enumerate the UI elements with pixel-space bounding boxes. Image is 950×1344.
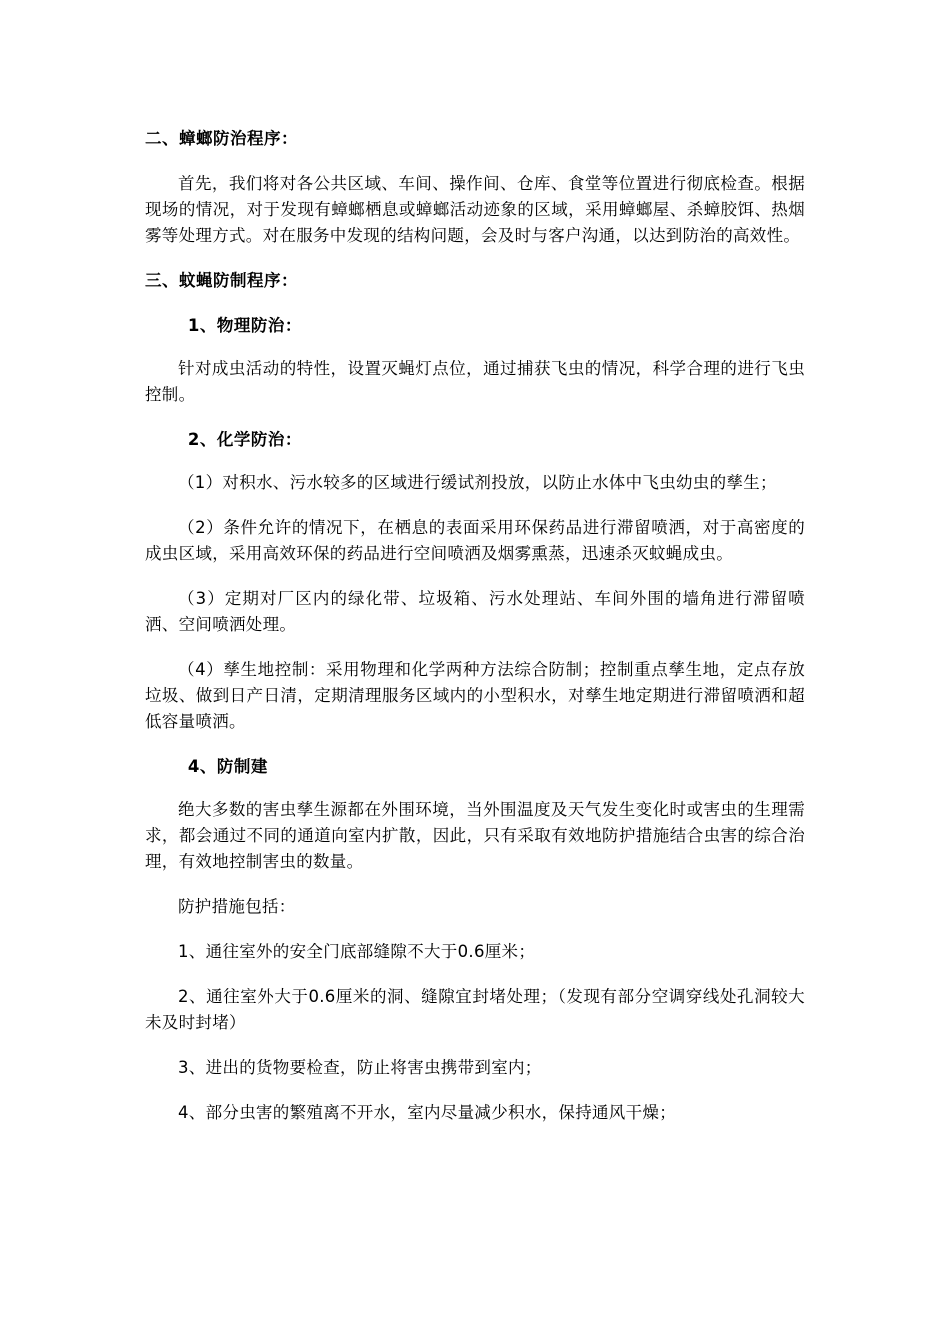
measure-item-3: 3、进出的货物要检查，防止将害虫携带到室内； [178, 1058, 542, 1077]
chemical-item-3: （3）定期对厂区内的绿化带、垃圾箱、污水处理站、车间外围的墙角进行滞留喷洒、空间喷洒处理。 [145, 589, 805, 634]
paragraph-prevention: 绝大多数的害虫孳生源都在外围环境，当外围温度及天气发生变化时或害虫的生理需求，都会通过不同的通道向室内扩散，因此，只有采取有效地防护措施结合虫害的综合治理，有效地控制害虫的数量。 [145, 800, 805, 871]
measure-item-2: 2、通往室外大于0.6厘米的洞、缝隙宜封堵处理；（发现有部分空调穿线处孔洞较大未及时封堵） [145, 987, 805, 1032]
measures-intro: 防护措施包括： [178, 897, 296, 916]
measure-item-4: 4、部分虫害的繁殖离不开水，室内尽量减少积水，保持通风干燥； [178, 1103, 676, 1122]
subheading-chemical-control: 2、化学防治： [187, 430, 302, 449]
document-page [145, 126, 805, 1126]
section-heading-mosquito-fly: 三、蚊蝇防制程序： [145, 271, 298, 290]
section-heading-cockroach: 二、蟑螂防治程序： [145, 129, 298, 148]
paragraph-physical-control: 针对成虫活动的特性，设置灭蝇灯点位，通过捕获飞虫的情况，科学合理的进行飞虫控制。 [145, 359, 805, 404]
paragraph-cockroach: 首先，我们将对各公共区域、车间、操作间、仓库、食堂等位置进行彻底检查。根据现场的情况，对于发现有蟑螂栖息或蟑螂活动迹象的区域，采用蟑螂屋、杀蟑胶饵、热烟雾等处理方式。对在服务中发现的结构问题，会及时与客户沟通，以达到防治的高效性。 [145, 174, 805, 245]
chemical-item-4: （4）孳生地控制：采用物理和化学两种方法综合防制；控制重点孳生地，定点存放垃圾、做到日产日清，定期清理服务区域内的小型积水，对孳生地定期进行滞留喷洒和超低容量喷洒。 [145, 660, 805, 731]
chemical-item-2: （2）条件允许的情况下，在栖息的表面采用环保药品进行滞留喷洒，对于高密度的成虫区域，采用高效环保的药品进行空间喷洒及烟雾熏蒸，迅速杀灭蚊蝇成虫。 [145, 518, 805, 563]
measure-item-1: 1、通往室外的安全门底部缝隙不大于0.6厘米； [178, 942, 536, 961]
subheading-prevention: 4、防制建 [187, 757, 268, 776]
subheading-physical-control: 1、物理防治： [187, 316, 302, 335]
chemical-item-1: （1）对积水、污水较多的区域进行缓试剂投放，以防止水体中飞虫幼虫的孳生； [178, 473, 777, 492]
